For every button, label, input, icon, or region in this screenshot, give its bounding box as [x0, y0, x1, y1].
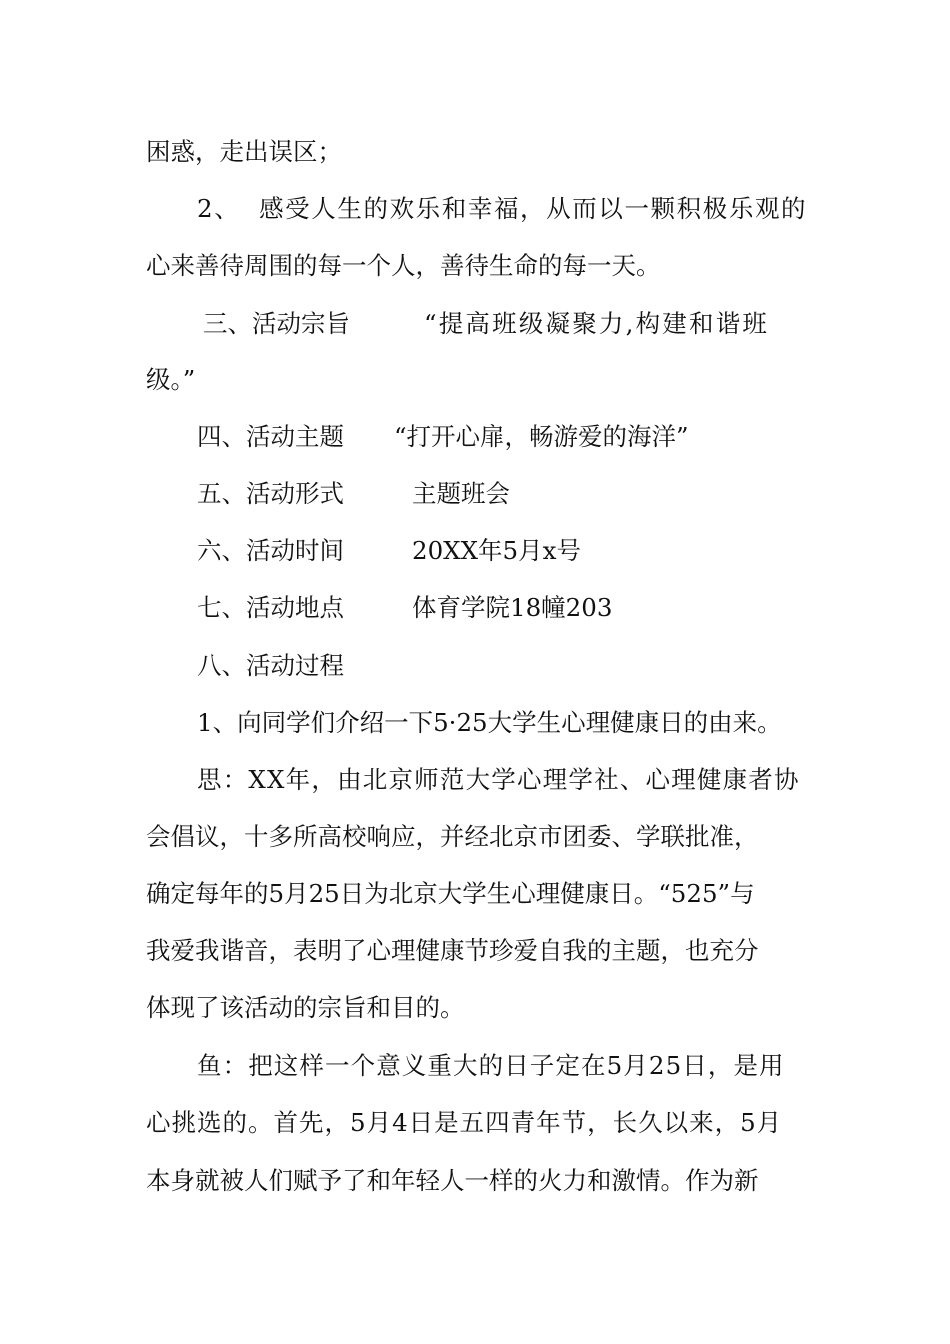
line-text: 会倡议，十多所高校响应，并经北京市团委、学联批准， — [146, 822, 759, 851]
section-value: 体育学院18幢203 — [412, 593, 613, 622]
line-text: 体现了该活动的宗旨和目的。 — [146, 993, 465, 1022]
line-text: 我爱我谐音，表明了心理健康节珍爱自我的主题，也充分 — [146, 936, 759, 965]
line-text: 级。” — [146, 365, 196, 394]
section-label: 三、活动宗旨 — [203, 309, 350, 338]
section-label: 四、活动主题 — [197, 422, 344, 451]
section-label: 七、活动地点 — [197, 593, 344, 622]
line-text: 思：XX年，由北京师范大学心理学社、心理健康者协 — [197, 765, 800, 794]
line-text: 八、活动过程 — [197, 651, 344, 680]
line-text: 1、向同学们介绍一下5·25大学生心理健康日的由来。 — [197, 708, 782, 737]
line-text: 困惑，走出误区； — [146, 137, 342, 166]
line-text: 本身就被人们赋予了和年轻人一样的火力和激情。作为新 — [146, 1166, 759, 1195]
section-value: “提高班级凝聚力,构建和谐班 — [424, 309, 770, 338]
section-value: 主题班会 — [412, 479, 510, 508]
line-text: 鱼：把这样一个意义重大的日子定在5月25日，是用 — [197, 1051, 785, 1080]
paragraph-line — [0, 1165, 950, 1261]
section-label: 五、活动形式 — [197, 479, 344, 508]
line-text: 2、 感受人生的欢乐和幸福，从而以一颗积极乐观的 — [197, 194, 808, 223]
line-text: 心挑选的。首先，5月4日是五四青年节，长久以来，5月 — [146, 1108, 783, 1137]
section-label: 六、活动时间 — [197, 536, 344, 565]
line-text: 心来善待周围的每一个人，善待生命的每一天。 — [146, 251, 661, 280]
section-value: “打开心扉，畅游爱的海洋” — [394, 422, 689, 451]
line-text: 确定每年的5月25日为北京大学生心理健康日。“525”与 — [146, 879, 755, 908]
section-value: 20XX年5月x号 — [412, 536, 581, 565]
